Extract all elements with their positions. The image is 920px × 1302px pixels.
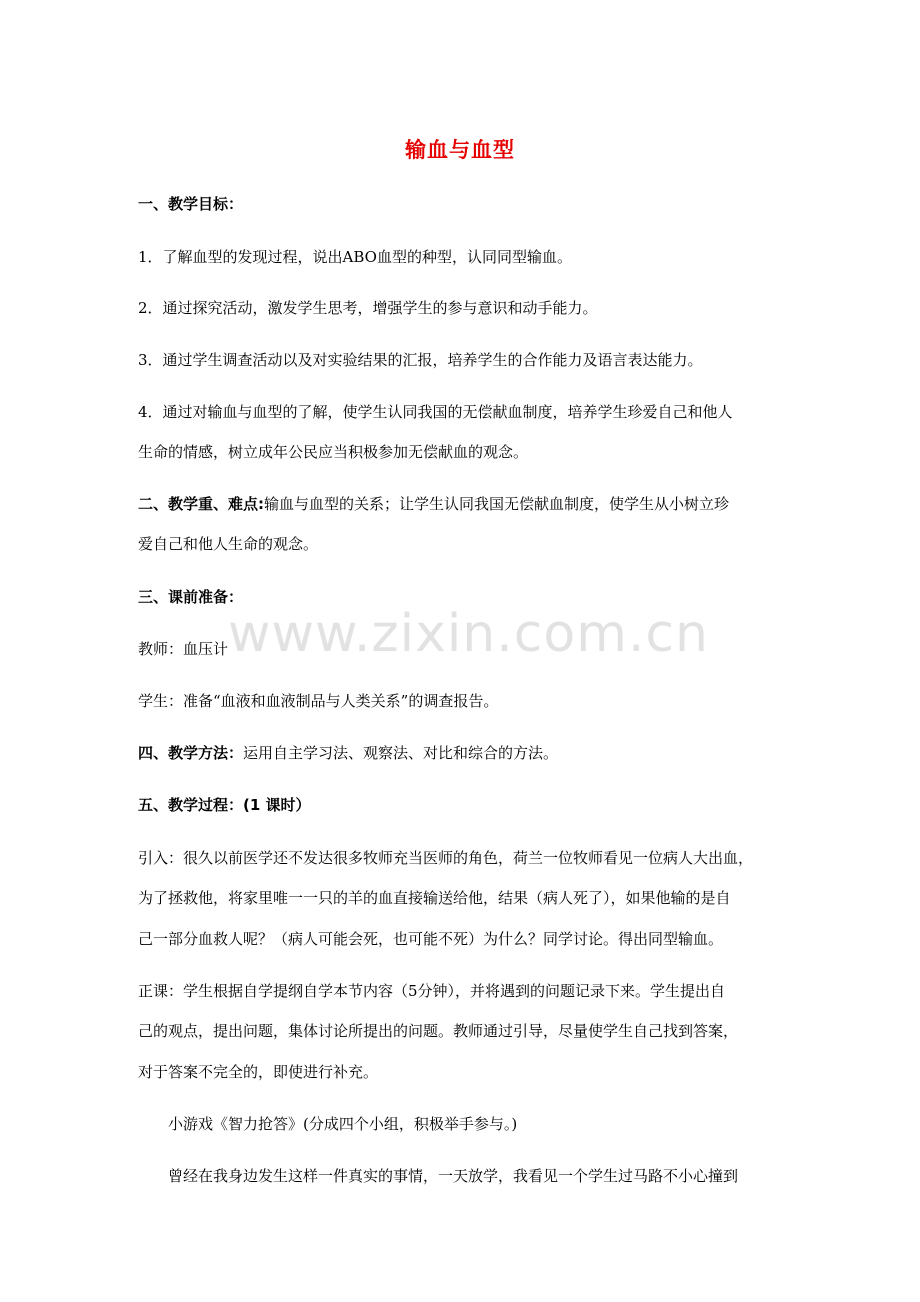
key-points-text-1: 输血与血型的关系；让学生认同我国无偿献血制度，使学生从小树立珍	[264, 495, 730, 513]
methods-text: 运用自主学习法、观察法、对比和综合的方法。	[243, 744, 559, 762]
intro-line-2: 为了拯救他，将家里唯一一只的羊的血直接输送给他，结果（病人死了），如果他输的是自	[138, 889, 731, 907]
methods-line	[138, 743, 558, 763]
preparation-student: 学生：准备“血液和血液制品与人类关系”的调查报告。	[138, 692, 499, 710]
preparation-teacher: 教师：血压计	[138, 640, 229, 658]
objective-item-1: 1．了解血型的发现过程，说出ABO血型的种型，认同同型输血。	[138, 248, 572, 266]
intro-line-3: 己一部分血救人呢？（病人可能会死，也可能不死）为什么？同学讨论。得出同型输血。	[138, 930, 724, 948]
document-title: 输血与血型	[405, 138, 515, 162]
game-line: 小游戏《智力抢答》(分成四个小组，积极举手参与。)	[168, 1115, 518, 1133]
section-heading-objectives: 一、教学目标：	[138, 195, 244, 213]
lesson-line-3: 对于答案不完全的，即使进行补充。	[138, 1063, 379, 1081]
objective-item-4-line-1: 4．通过对输血与血型的了解，使学生认同我国的无偿献血制度，培养学生珍爱自己和他人	[138, 403, 733, 421]
section-heading-key-points: 二、教学重、难点:	[138, 495, 264, 513]
section-heading-preparation: 三、课前准备：	[138, 588, 244, 606]
section-heading-methods: 四、教学方法：	[138, 744, 244, 762]
key-points-line-1	[138, 494, 729, 514]
lesson-line-1: 正课：学生根据自学提纲自学本节内容（5分钟），并将遇到的问题记录下来。学生提出自	[138, 982, 726, 1000]
intro-line-1: 引入：很久以前医学还不发达很多牧师充当医师的角色，荷兰一位牧师看见一位病人大出血，	[138, 849, 754, 867]
objective-item-2: 2．通过探究活动，激发学生思考，增强学生的参与意识和动手能力。	[138, 299, 598, 317]
objective-item-4-line-2: 生命的情感，树立成年公民应当积极参加无偿献血的观念。	[138, 443, 529, 461]
key-points-line-2: 爱自己和他人生命的观念。	[138, 535, 319, 553]
lesson-line-2: 己的观点，提出问题，集体讨论所提出的问题。教师通过引导，尽量使学生自己找到答案，	[138, 1022, 739, 1040]
section-heading-process: 五、教学过程：(1 课时）	[138, 796, 311, 814]
story-line: 曾经在我身边发生这样一件真实的事情，一天放学，我看见一个学生过马路不小心撞到	[168, 1167, 739, 1185]
watermark: www.zixin.com.cn	[228, 604, 709, 664]
objective-item-3: 3．通过学生调查活动以及对实验结果的汇报，培养学生的合作能力及语言表达能力。	[138, 351, 703, 369]
